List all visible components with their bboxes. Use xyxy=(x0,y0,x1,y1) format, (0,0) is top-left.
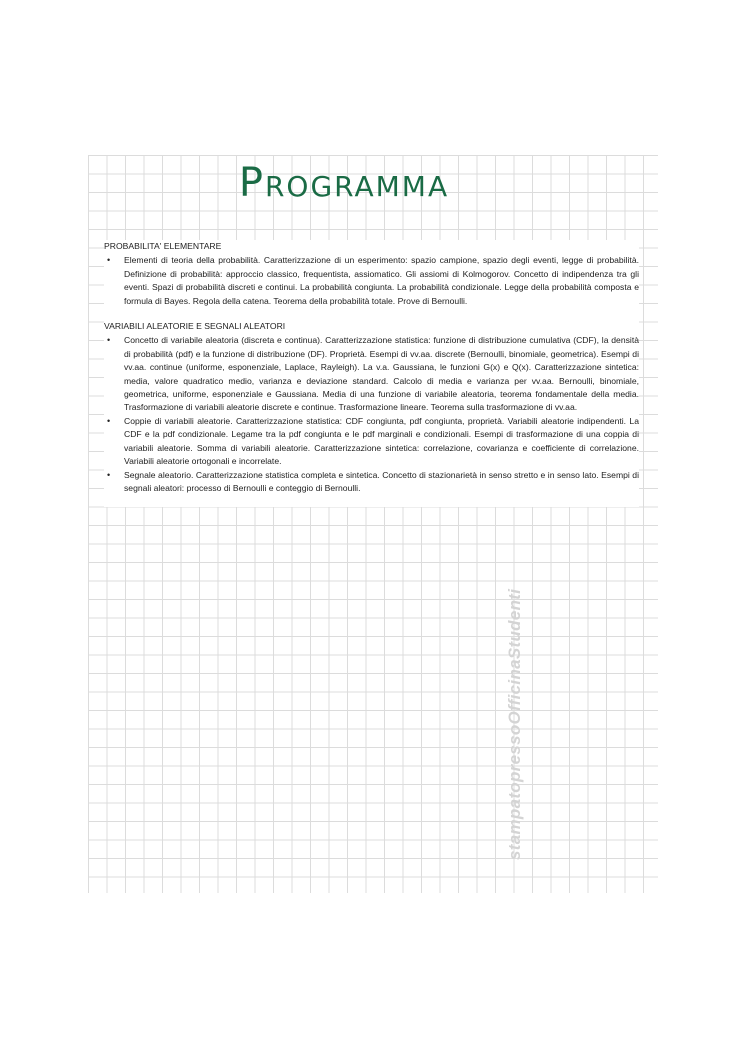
section-heading: PROBABILITA' ELEMENTARE xyxy=(104,241,222,251)
list-item: • Elementi di teoria della probabilità. Caratterizzazione di un esperimento: spazio campione, spazio degli eventi, legge di probabilità. Definizione di probabilità: approccio classico, frequentista, assiomatico. Gli assiomi di Kolmogorov. Concetto di indipendenza tra gli eventi. Spazi di probabilità discreti e continui. La probabilità congiunta. La probabilità condizionale. Legge della probabilità composta e formula di Bayes. Regola della catena. Teorema della probabilità totale. Prove di Bernoulli. xyxy=(104,254,639,308)
watermark-text: stampatopressoOfficinaStudenti xyxy=(505,588,524,860)
page-title: Programma xyxy=(238,160,450,206)
document-body xyxy=(104,240,639,507)
list-item: • Concetto di variabile aleatoria (discreta e continua). Caratterizzazione statistica: funzione di distribuzione cumulativa (CDF), la densità di probabilità (pdf) e la funzione di distribuzione (DF). Proprietà. Esempi di vv.aa. discrete (Bernoulli, binomiale, geometrica). Esempi di vv.aa. continue (uniforme, esponenziale, Laplace, Rayleigh). La v.a. Gaussiana, le funzioni G(x) e Q(x). Caratterizzazione sintetica: media, valore quadratico medio, varianza e deviazione standard. Calcolo di media e varianza per vv.aa. Bernoulli, binomiale, geometrica, uniforme, esponenziale e Gaussiana. Media di una funzione di variabile aleatoria, teorema fondamentale della media. Trasformazione di variabili aleatorie discrete e continue. Trasformazione lineare. Teorema sulla trasformazione di vv.aa. xyxy=(104,334,639,414)
section-heading: VARIABILI ALEATORIE E SEGNALI ALEATORI xyxy=(104,321,286,332)
list-item: • Segnale aleatorio. Caratterizzazione statistica completa e sintetica. Concetto di stazionarietà in senso stretto e in senso lato. Esempi di segnali aleatori: processo di Bernoulli e conteggio di Bernoulli. xyxy=(104,469,639,496)
list-item: • Coppie di variabili aleatorie. Caratterizzazione statistica: CDF congiunta, pdf congiunta, proprietà. Variabili aleatorie indipendenti. La CDF e la pdf condizionale. Legame tra la pdf congiunta e le pdf marginali e condizionali. Esempi di trasformazione di una coppia di variabili aleatorie. Somma di variabili aleatorie. Caratterizzazione sintetica: correlazione, covarianza e coefficiente di correlazione. Variabili aleatorie ortogonali e incorrelate. xyxy=(104,415,639,469)
section-variabili-aleatorie xyxy=(104,320,639,495)
section-probabilita xyxy=(104,240,639,308)
bullet-list xyxy=(104,254,639,308)
bullet-list xyxy=(104,334,639,495)
